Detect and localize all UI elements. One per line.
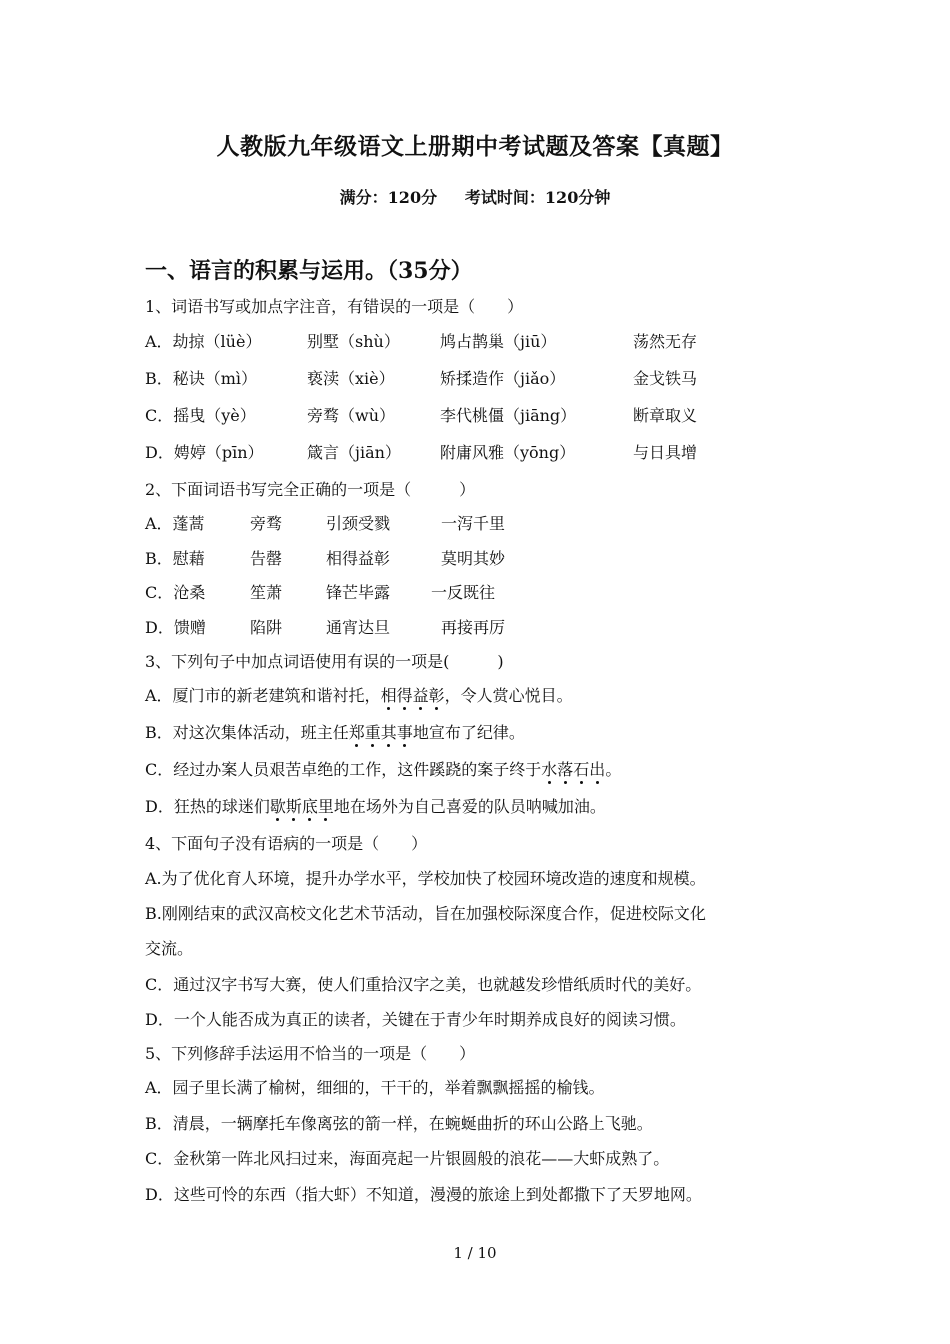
option-cell: B．秘诀（mì） <box>145 369 258 388</box>
option-cell: 笙萧 <box>250 583 283 602</box>
option-cell: 旁骛（wù） <box>307 406 396 425</box>
option-text: 地在场外为自己喜爱的队员呐喊加油。 <box>333 797 606 816</box>
option-cell: 相得益彰 <box>326 549 391 568</box>
emphasis-char: 其 <box>381 720 397 743</box>
page-number: 1 / 10 <box>453 1244 497 1262</box>
option-cell: D．娉婷（pīn） <box>145 443 264 462</box>
emphasis-char: 斯 <box>286 794 302 817</box>
option-cell: 锋芒毕露 <box>326 583 391 602</box>
option-cell: 再接再厉 <box>441 618 506 637</box>
question-1-option-b <box>145 366 845 388</box>
question-1-option-d <box>145 440 845 462</box>
question-2-option-d <box>145 615 645 637</box>
question-4-option-a: A.为了优化育人环境，提升办学水平，学校加快了校园环境改造的速度和规模。 <box>145 869 706 888</box>
emphasis-char: 底 <box>302 794 318 817</box>
question-3-option-a <box>145 683 573 706</box>
option-cell: 鸠占鹊巢（jiū） <box>440 332 557 351</box>
option-cell: 告罄 <box>250 549 283 568</box>
question-3-option-d <box>145 794 606 817</box>
emphasis-char: 彰 <box>429 683 445 706</box>
question-2-option-b <box>145 546 645 568</box>
option-text: B．对这次集体活动，班主任 <box>145 723 349 742</box>
emphasis-char: 水 <box>541 757 557 780</box>
section-heading: 一、语言的积累与运用。（35分） <box>145 258 473 284</box>
option-cell: 与日具增 <box>633 443 698 462</box>
question-5-option-d: D．这些可怜的东西（指大虾）不知道，漫漫的旅途上到处都撒下了天罗地网。 <box>145 1185 702 1204</box>
question-2-stem: 2、下面词语书写完全正确的一项是（ ） <box>145 480 476 499</box>
option-cell: 荡然无存 <box>633 332 698 351</box>
option-text: 。 <box>605 760 622 779</box>
option-cell: 李代桃僵（jiāng） <box>440 406 577 425</box>
dotted-term <box>270 797 334 816</box>
option-cell: 亵渎（xiè） <box>307 369 395 388</box>
emphasis-char: 歇 <box>270 794 286 817</box>
option-cell: 莫明其妙 <box>441 549 506 568</box>
question-2-option-c <box>145 580 645 602</box>
emphasis-char: 出 <box>589 757 605 780</box>
question-5-stem: 5、下列修辞手法运用不恰当的一项是（ ） <box>145 1044 476 1063</box>
emphasis-char: 石 <box>573 757 589 780</box>
question-3-option-b <box>145 720 525 743</box>
emphasis-char: 相 <box>381 683 397 706</box>
emphasis-char: 落 <box>557 757 573 780</box>
question-3-stem: 3、下列句子中加点词语使用有误的一项是( ) <box>145 652 504 671</box>
exam-info: 满分：120分 考试时间：120分钟 <box>339 188 611 207</box>
option-text: A．厦门市的新老建筑和谐衬托， <box>145 686 381 705</box>
emphasis-char: 事 <box>397 720 413 743</box>
page-title: 人教版九年级语文上册期中考试题及答案【真题】 <box>216 133 734 160</box>
question-4-option-b: B.刚刚结束的武汉高校文化艺术节活动，旨在加强校际深度合作，促进校际文化 <box>145 904 706 923</box>
emphasis-char: 得 <box>397 683 413 706</box>
question-1-option-a <box>145 329 845 351</box>
option-cell: 通宵达旦 <box>326 618 391 637</box>
dotted-term <box>541 760 605 779</box>
option-cell: B．慰藉 <box>145 549 205 568</box>
question-2-option-a <box>145 511 645 533</box>
question-1-stem: 1、词语书写或加点字注音，有错误的一项是（ ） <box>145 297 524 316</box>
option-cell: D．馈赠 <box>145 618 206 637</box>
option-cell: 矫揉造作（jiǎo） <box>440 369 566 388</box>
option-cell: 引颈受戮 <box>326 514 391 533</box>
option-text: ，令人赏心悦目。 <box>444 686 573 705</box>
option-cell: 别墅（shù） <box>307 332 400 351</box>
option-cell: 一泻千里 <box>441 514 506 533</box>
option-cell: 断章取义 <box>633 406 698 425</box>
question-5-option-a: A．园子里长满了榆树，细细的，干干的，举着飘飘摇摇的榆钱。 <box>145 1078 605 1097</box>
option-text: C．经过办案人员艰苦卓绝的工作，这件蹊跷的案子终于 <box>145 760 542 779</box>
emphasis-char: 重 <box>365 720 381 743</box>
option-text: 地宣布了纪律。 <box>412 723 525 742</box>
question-4-stem: 4、下面句子没有语病的一项是（ ） <box>145 834 428 853</box>
option-cell: 金戈铁马 <box>633 369 698 388</box>
option-text: D．狂热的球迷们 <box>145 797 270 816</box>
option-cell: C．沧桑 <box>145 583 206 602</box>
dotted-term <box>349 723 413 742</box>
option-cell: 箴言（jiān） <box>307 443 401 462</box>
option-cell: A．劫掠（lüè） <box>145 332 262 351</box>
option-cell: A．蓬蒿 <box>145 514 205 533</box>
option-cell: 附庸风雅（yōng） <box>440 443 576 462</box>
option-cell: 陷阱 <box>250 618 283 637</box>
option-cell: 旁骛 <box>250 514 283 533</box>
dotted-term <box>381 686 445 705</box>
question-5-option-b: B．清晨，一辆摩托车像离弦的箭一样，在蜿蜒曲折的环山公路上飞驰。 <box>145 1114 653 1133</box>
question-4-option-c: C．通过汉字书写大赛，使人们重拾汉字之美，也就越发珍惜纸质时代的美好。 <box>145 975 702 994</box>
question-5-option-c: C．金秋第一阵北风扫过来，海面亮起一片银圆般的浪花——大虾成熟了。 <box>145 1149 670 1168</box>
emphasis-char: 益 <box>413 683 429 706</box>
question-3-option-c <box>145 757 621 780</box>
question-4-option-d: D．一个人能否成为真正的读者，关键在于青少年时期养成良好的阅读习惯。 <box>145 1010 686 1029</box>
emphasis-char: 郑 <box>349 720 365 743</box>
option-cell: 一反既往 <box>431 583 496 602</box>
question-1-option-c <box>145 403 845 425</box>
option-cell: C．摇曳（yè） <box>145 406 256 425</box>
question-4-option-b-cont: 交流。 <box>145 939 194 958</box>
emphasis-char: 里 <box>318 794 334 817</box>
